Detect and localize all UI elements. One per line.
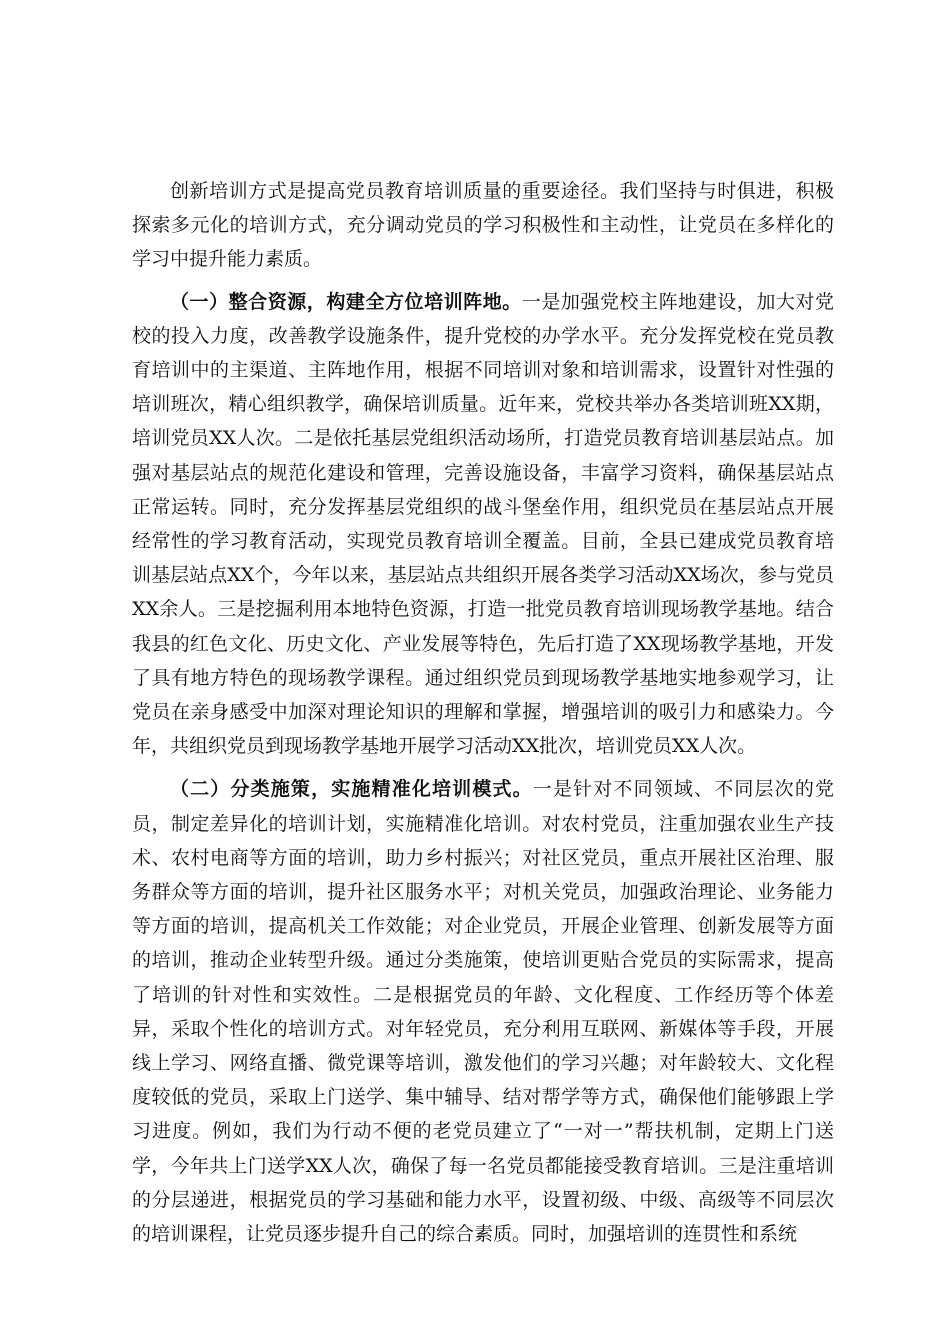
section-2-heading: （二）分类施策，实施精准化培训模式。 [170, 778, 533, 801]
section-2-paragraph [132, 772, 834, 1251]
section-1-paragraph [132, 285, 834, 764]
section-1-heading: （一）整合资源，构建全方位培训阵地。 [170, 290, 522, 313]
document-body [132, 174, 834, 1251]
section-1-text: 一是加强党校主阵地建设，加大对党校的投入力度，改善教学设施条件，提升党校的办学水平。充分发挥党校在党员教育培训中的主渠道、主阵地作用，根据不同培训对象和培训需求，设置针对性强的培训班次，精心组织教学，确保培训质量。近年来，党校共举办各类培训班XX期，培训党员XX人次。二是依托基层党组织活动场所，打造党员教育培训基层站点。加强对基层站点的规范化建设和管理，完善设施设备，丰富学习资料，确保基层站点正常运转。同时，充分发挥基层党组织的战斗堡垒作用，组织党员在基层站点开展经常性的学习教育活动，实现党员教育培训全覆盖。目前，全县已建成党员教育培训基层站点XX个，今年以来，基层站点共组织开展各类学习活动XX场次，参与党员XX余人。三是挖掘利用本地特色资源，打造一批党员教育培训现场教学基地。结合我县的红色文化、历史文化、产业发展等特色，先后打造了XX现场教学基地，开发了具有地方特色的现场教学课程。通过组织党员到现场教学基地实地参观学习，让党员在亲身感受中加深对理论知识的理解和掌握，增强培训的吸引力和感染力。今年，共组织党员到现场教学基地开展学习活动XX批次，培训党员XX人次。 [132, 290, 834, 758]
intro-paragraph [132, 174, 834, 277]
intro-paragraph-text: 创新培训方式是提高党员教育培训质量的重要途径。我们坚持与时俱进，积极探索多元化的培训方式，充分调动党员的学习积极性和主动性，让党员在多样化的学习中提升能力素质。 [132, 180, 834, 271]
section-2-text: 一是针对不同领域、不同层次的党员，制定差异化的培训计划，实施精准化培训。对农村党员，注重加强农业生产技术、农村电商等方面的培训，助力乡村振兴；对社区党员，重点开展社区治理、服务群众等方面的培训，提升社区服务水平；对机关党员，加强政治理论、业务能力等方面的培训，提高机关工作效能；对企业党员，开展企业管理、创新发展等方面的培训，推动企业转型升级。通过分类施策，使培训更贴合党员的实际需求，提高了培训的针对性和实效性。二是根据党员的年龄、文化程度、工作经历等个体差异，采取个性化的培训方式。对年轻党员，充分利用互联网、新媒体等手段，开展线上学习、网络直播、微党课等培训，激发他们的学习兴趣；对年龄较大、文化程度较低的党员，采取上门送学、集中辅导、结对帮学等方式，确保他们能够跟上学习进度。例如，我们为行动不便的老党员建立了“一对一”帮扶机制，定期上门送学，今年共上门送学XX人次，确保了每一名党员都能接受教育培训。三是注重培训的分层递进，根据党员的学习基础和能力水平，设置初级、中级、高级等不同层次的培训课程，让党员逐步提升自己的综合素质。同时，加强培训的连贯性和系统 [132, 778, 834, 1246]
